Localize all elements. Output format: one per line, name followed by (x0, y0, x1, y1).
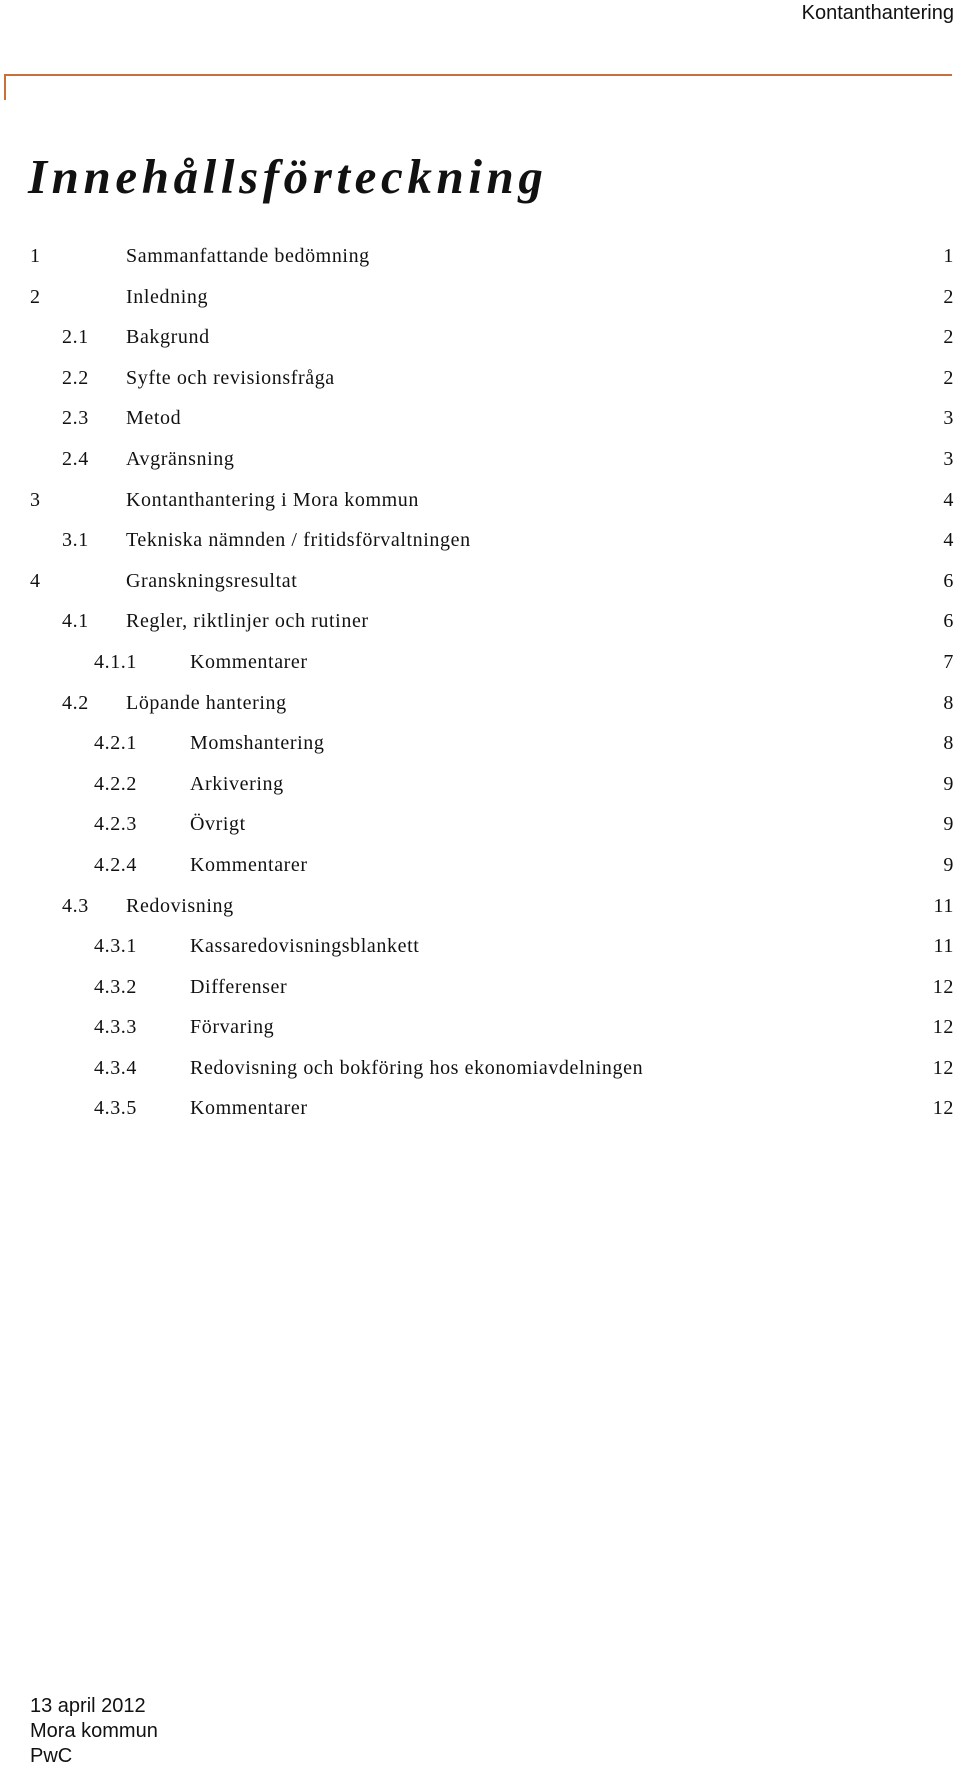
toc-entry-number: 3.1 (62, 529, 89, 552)
toc-entry-page: 1 (943, 245, 954, 267)
toc-entry-page: 6 (943, 610, 954, 633)
toc-entry[interactable] (0, 967, 960, 1008)
header-rule-tick (4, 74, 6, 100)
toc-entry-number: 4.3.2 (94, 975, 137, 998)
toc-entry-number: 1 (30, 245, 41, 267)
toc-entry-page: 7 (943, 650, 954, 673)
toc-entry-label: Förvaring (190, 1016, 275, 1039)
toc-entry[interactable] (0, 520, 960, 561)
toc-entry[interactable] (0, 1088, 960, 1129)
toc-entry-page: 9 (943, 853, 954, 876)
toc-entry-number: 4.3.1 (94, 935, 137, 958)
toc-entry-page: 6 (943, 569, 954, 592)
toc-entry-number: 2 (30, 285, 41, 308)
toc-entry[interactable] (0, 561, 960, 602)
toc-entry-label: Kommentarer (190, 1097, 308, 1120)
toc-entry-label: Redovisning (126, 894, 234, 917)
toc-entry-number: 4 (30, 569, 41, 592)
toc-entry-number: 2.2 (62, 366, 89, 389)
toc-entry-number: 4.2 (62, 691, 89, 714)
toc-entry-number: 4.2.1 (94, 732, 137, 755)
toc-entry-number: 4.3.4 (94, 1056, 137, 1079)
toc-entry-page: 9 (943, 772, 954, 795)
toc-entry-label: Kommentarer (190, 853, 308, 876)
toc-entry-label: Övrigt (190, 813, 246, 836)
toc-entry-page: 2 (943, 326, 954, 349)
toc-entry-page: 12 (932, 1056, 954, 1079)
toc-entry-label: Sammanfattande bedömning (126, 245, 370, 267)
toc-list (0, 236, 960, 1129)
toc-entry-page: 11 (933, 935, 954, 958)
toc-entry[interactable] (0, 236, 960, 277)
toc-entry-label: Inledning (126, 285, 209, 308)
toc-entry[interactable] (0, 480, 960, 521)
toc-entry-page: 2 (943, 366, 954, 389)
toc-entry-label: Arkivering (190, 772, 284, 795)
toc-entry-page: 3 (943, 407, 954, 430)
toc-entry-label: Differenser (190, 975, 288, 998)
toc-entry-label: Regler, riktlinjer och rutiner (126, 610, 369, 633)
toc-entry-label: Redovisning och bokföring hos ekonomiavdelningen (190, 1056, 644, 1079)
toc-entry-label: Kommentarer (190, 650, 308, 673)
toc-entry[interactable] (0, 398, 960, 439)
toc-entry-label: Momshantering (190, 732, 325, 755)
toc-entry-label: Granskningsresultat (126, 569, 298, 592)
toc-entry-label: Syfte och revisionsfråga (126, 366, 335, 389)
toc-entry[interactable] (0, 642, 960, 683)
toc-entry[interactable] (0, 1007, 960, 1048)
toc-entry[interactable] (0, 1048, 960, 1089)
toc-entry-label: Metod (126, 407, 182, 430)
toc-entry[interactable] (0, 317, 960, 358)
toc-entry[interactable] (0, 439, 960, 480)
toc-entry[interactable] (0, 886, 960, 927)
toc-entry-page: 2 (943, 285, 954, 308)
toc-entry-number: 4.1.1 (94, 650, 137, 673)
toc-entry-label: Avgränsning (126, 447, 235, 470)
toc-entry-page: 3 (943, 447, 954, 470)
toc-entry-number: 3 (30, 488, 41, 511)
toc-entry-page: 8 (943, 691, 954, 714)
toc-entry[interactable] (0, 845, 960, 886)
toc-entry[interactable] (0, 358, 960, 399)
toc-entry[interactable] (0, 723, 960, 764)
toc-entry[interactable] (0, 601, 960, 642)
toc-entry-number: 4.2.4 (94, 853, 137, 876)
toc-entry-label: Bakgrund (126, 326, 210, 349)
toc-entry-number: 4.3 (62, 894, 89, 917)
toc-entry-page: 12 (932, 1016, 954, 1039)
toc-entry-label: Löpande hantering (126, 691, 287, 714)
toc-entry[interactable] (0, 683, 960, 724)
toc-title: Innehållsförteckning (28, 149, 548, 204)
toc-entry-label: Kassaredovisningsblankett (190, 935, 420, 958)
footer-company: PwC (30, 1745, 73, 1767)
header-rule (4, 74, 952, 76)
footer-organization: Mora kommun (30, 1720, 158, 1742)
toc-entry-page: 4 (943, 529, 954, 552)
toc-entry-number: 4.3.5 (94, 1097, 137, 1120)
toc-entry-label: Tekniska nämnden / fritidsförvaltningen (126, 529, 471, 552)
toc-entry-number: 2.3 (62, 407, 89, 430)
toc-entry-number: 4.3.3 (94, 1016, 137, 1039)
toc-entry-number: 4.2.3 (94, 813, 137, 836)
toc-entry[interactable] (0, 926, 960, 967)
toc-entry-number: 2.4 (62, 447, 89, 470)
toc-entry-label: Kontanthantering i Mora kommun (126, 488, 419, 511)
toc-entry-page: 9 (943, 813, 954, 836)
running-header-title: Kontanthantering (801, 2, 954, 24)
toc-entry-number: 4.2.2 (94, 772, 137, 795)
toc-entry-page: 12 (932, 975, 954, 998)
footer-date: 13 april 2012 (30, 1695, 146, 1717)
toc-entry-number: 4.1 (62, 610, 89, 633)
toc-entry[interactable] (0, 277, 960, 318)
footer (30, 1694, 158, 1769)
toc-entry-page: 4 (943, 488, 954, 511)
toc-entry[interactable] (0, 764, 960, 805)
toc-entry-page: 8 (943, 732, 954, 755)
toc-entry-page: 11 (933, 894, 954, 917)
toc-entry-page: 12 (932, 1097, 954, 1120)
toc-entry[interactable] (0, 804, 960, 845)
toc-entry-number: 2.1 (62, 326, 89, 349)
